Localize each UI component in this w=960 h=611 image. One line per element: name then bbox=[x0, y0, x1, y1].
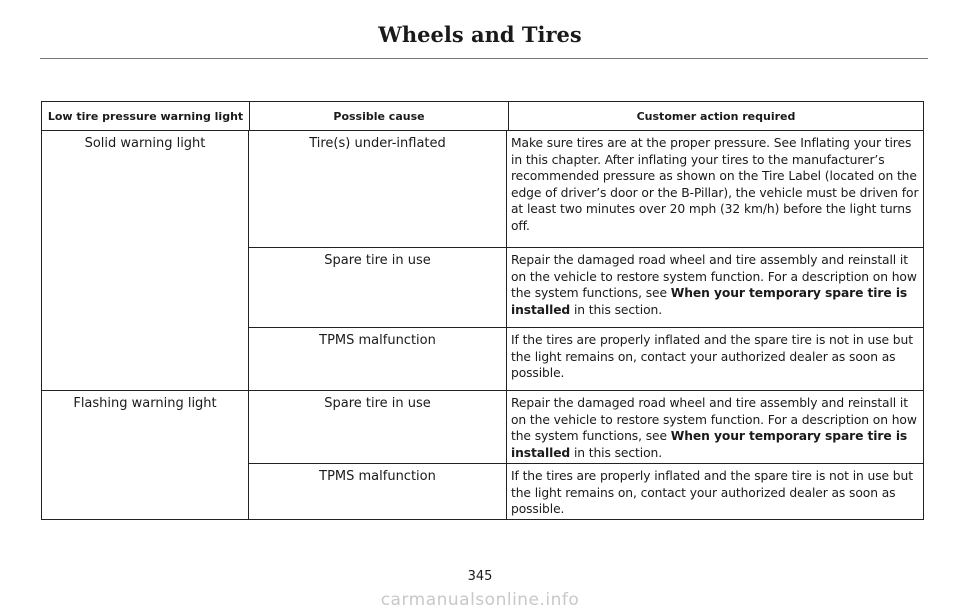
action-reference-link-text: When your temporary spare tire is installed bbox=[511, 429, 908, 460]
action-text: Repair the damaged road wheel and tire assembly and reinstall it on the vehicle to restore system function. For a description on how the system functions, see bbox=[511, 396, 917, 443]
table-group-solid-light bbox=[42, 131, 923, 391]
action-reference-link-text: When your temporary spare tire is installed bbox=[511, 286, 908, 317]
cause-cell: Spare tire in use bbox=[249, 391, 507, 463]
header-divider bbox=[40, 58, 928, 59]
action-cell: If the tires are properly inflated and the spare tire is not in use but the light remains on, contact your authorized dealer as soon as possible. bbox=[511, 469, 913, 516]
cause-cell: Spare tire in use bbox=[249, 248, 507, 327]
page-title: Wheels and Tires bbox=[378, 22, 582, 47]
cause-cell: TPMS malfunction bbox=[249, 464, 507, 519]
table-header-row bbox=[42, 102, 923, 131]
table-row bbox=[249, 248, 923, 328]
column-header-warning-light: Low tire pressure warning light bbox=[47, 109, 244, 123]
watermark-text: carmanualsonline.info bbox=[380, 590, 580, 610]
column-header-possible-cause: Possible cause bbox=[249, 102, 508, 130]
action-cell bbox=[507, 391, 921, 463]
action-cell: Make sure tires are at the proper pressure. See Inflating your tires in this chapter. After inflating your tires to the manufacturer’s recommended pressure as shown on the Tire Label (located on the edge of driver’s door or the B-Pillar), the vehicle must be driven for at least two minutes over 20 mph (32 km/h) before the light turns off. bbox=[511, 136, 919, 233]
page-number: 345 bbox=[467, 569, 493, 584]
tpms-warning-table bbox=[41, 101, 924, 520]
cause-cell: Tire(s) under-inflated bbox=[249, 131, 507, 247]
table-group-flashing-light bbox=[42, 391, 923, 519]
warning-light-cell: Flashing warning light bbox=[42, 391, 249, 519]
table-row bbox=[249, 328, 923, 390]
table-row bbox=[249, 464, 923, 519]
cause-cell: TPMS malfunction bbox=[249, 328, 507, 390]
table-row bbox=[249, 131, 923, 248]
warning-light-cell: Solid warning light bbox=[42, 131, 249, 390]
action-text-tail: in this section. bbox=[573, 302, 663, 317]
table-row bbox=[249, 391, 923, 464]
action-cell bbox=[507, 248, 921, 327]
action-text: Repair the damaged road wheel and tire assembly and reinstall it on the vehicle to restore system function. For a description on how the system functions, see bbox=[511, 253, 917, 300]
action-text-tail: in this section. bbox=[573, 445, 663, 460]
action-cell: If the tires are properly inflated and the spare tire is not in use but the light remains on, contact your authorized dealer as soon as possible. bbox=[511, 333, 913, 380]
column-header-customer-action: Customer action required bbox=[508, 102, 923, 130]
